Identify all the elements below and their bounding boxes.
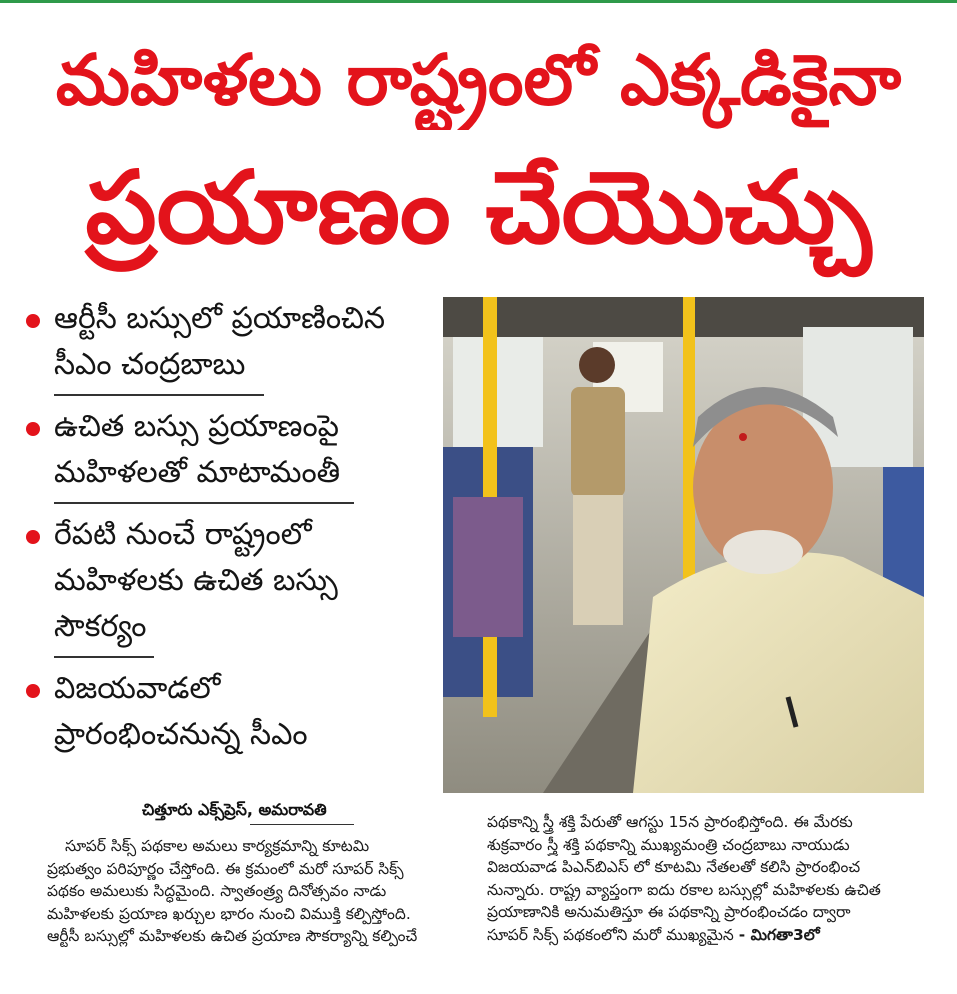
article-line-last: [487, 924, 927, 947]
photo-bus-cm-icon: [443, 297, 924, 793]
bullet-dot-icon: [26, 530, 40, 544]
bullet-line: ప్రారంభించనున్న సీఎం: [54, 717, 308, 752]
headline-line-1: మహిళలు రాష్ట్రంలో ఎక్కడికైనా: [55, 39, 902, 121]
news-photo: [443, 297, 924, 793]
article-line: ప్రయాణానికి అనుమతిస్తూ ఈ పథకాన్ని ప్రారంభించడం ద్వారా: [487, 903, 851, 922]
divider: [54, 394, 264, 396]
bullet-dot-icon: [26, 314, 40, 328]
article-line: విజయవాడ పిఎన్‌బిఎస్ లో కూటమి నేతలతో కలిసి ప్రారంభించ: [487, 858, 861, 877]
top-rule: [0, 0, 957, 3]
article-column-left: [47, 835, 467, 948]
bullet-dot-icon: [26, 684, 40, 698]
bullet-item: [24, 512, 424, 650]
bullet-item: [24, 296, 424, 388]
bullet-item: [24, 404, 424, 496]
bullet-line: విజయవాడలో: [54, 671, 221, 706]
article-line: సూపర్ సిక్స్ పథకంలోని మరో ముఖ్యమైన: [487, 925, 734, 944]
bullet-line: సీఎం చంద్రబాబు: [54, 347, 246, 382]
article-column-right: [487, 811, 927, 947]
bullet-line: సౌకర్యం: [54, 609, 147, 644]
article-line: సూపర్ సిక్స్ పథకాల అమలు కార్యక్రమాన్ని కూటమి: [65, 837, 370, 855]
article-line: నున్నారు. రాష్ట్ర వ్యాప్తంగా ఐదు రకాల బస్సుల్లో మహిళలకు ఉచిత: [487, 880, 881, 899]
bullet-line: రేపటి నుంచే రాష్ట్రంలో: [54, 517, 312, 552]
divider: [250, 824, 354, 825]
article-line: పథకం అమలుకు సిద్ధమైంది. స్వాతంత్ర్య దినోత్సవం నాడు: [47, 882, 387, 901]
continued-on-page[interactable]: - మిగతా3లో: [738, 925, 820, 944]
article-line: ఆర్టీసీ బస్సుల్లో మహిళలకు ఉచిత ప్రయాణ సౌకర్యాన్ని కల్పించే: [47, 927, 418, 946]
bullet-line: ఆర్టీసీ బస్సులో ప్రయాణించిన: [54, 301, 386, 336]
article-line: మహిళలకు ప్రయాణ ఖర్చుల భారం నుంచి విముక్తి కల్పిస్తోంది.: [47, 904, 411, 923]
bullet-dot-icon: [26, 422, 40, 436]
dateline: చిత్తూరు ఎక్స్‌ప్రెస్, అమరావతి: [142, 800, 327, 819]
bullet-line: మహిళలకు ఉచిత బస్సు: [54, 563, 338, 598]
bullet-line: ఉచిత బస్సు ప్రయాణంపై: [54, 409, 339, 444]
article-line: ప్రభుత్వం పరిపూర్ణం చేస్తోంది. ఈ క్రమంలో మరో సూపర్ సిక్స్: [47, 859, 404, 878]
bullet-list: [24, 296, 424, 764]
headline-line-2: ప్రయాణం చేయొచ్చు: [85, 149, 872, 266]
article-line: శుక్రవారం స్త్రీ శక్తి పథకాన్ని ముఖ్యమంత్రి చంద్రబాబు నాయుడు: [487, 835, 850, 854]
bullet-line: మహిళలతో మాటామంతీ: [54, 455, 341, 490]
article-line: పథకాన్ని స్త్రీ శక్తి పేరుతో ఆగస్టు 15న ప్రారంభిస్తోంది. ఈ మేరకు: [487, 813, 853, 831]
bullet-item: [24, 666, 424, 758]
divider: [54, 502, 354, 504]
divider: [54, 656, 154, 658]
